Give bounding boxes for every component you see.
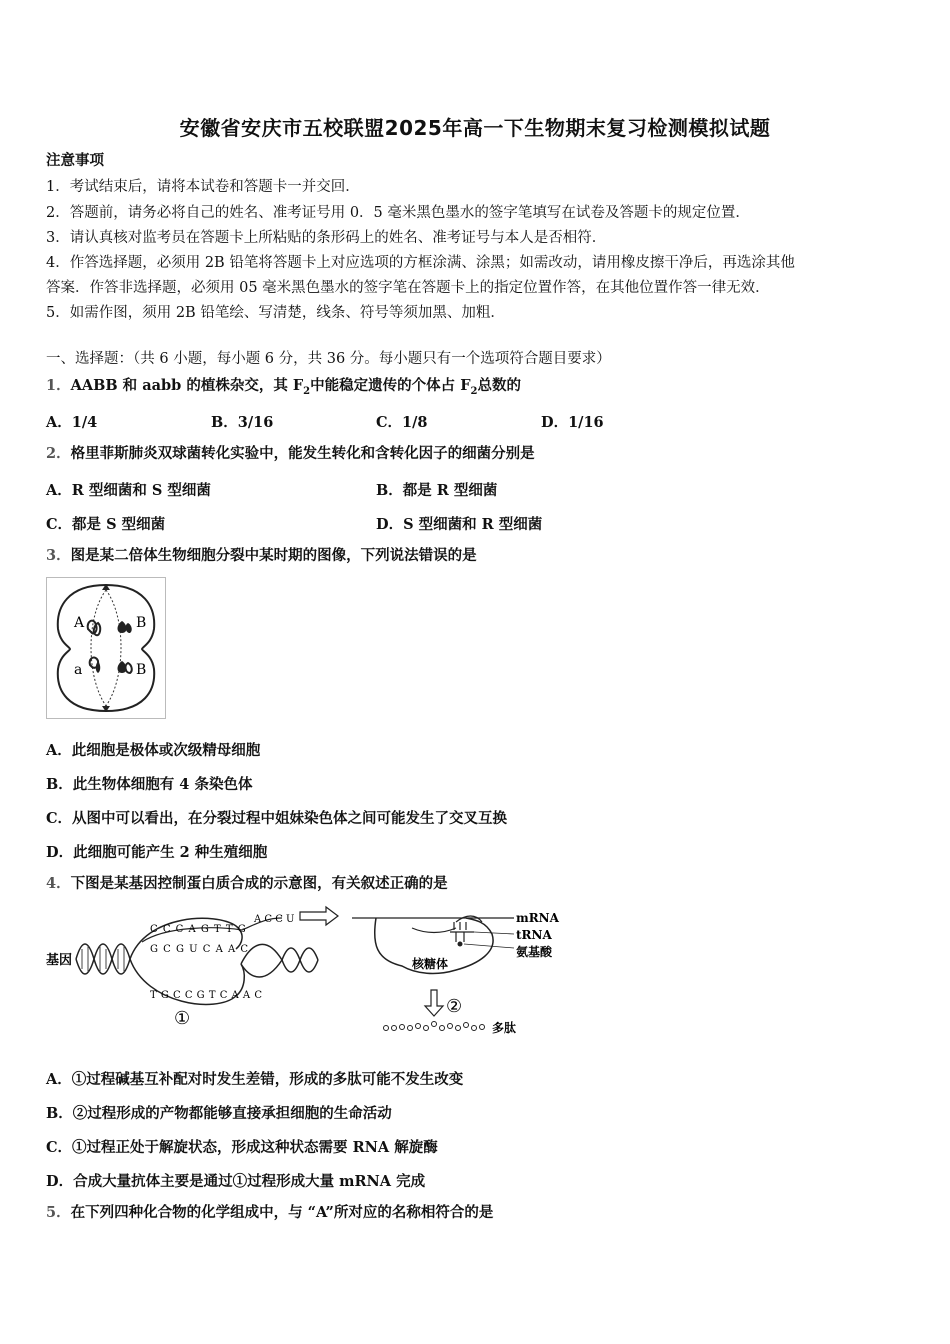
notice-item: 3．请认真核对监考员在答题卡上所粘贴的条形码上的姓名、准考证号与本人是否相符． <box>46 230 607 246</box>
question-4-stem <box>46 875 448 893</box>
option-b: B．②过程形成的产物都能够直接承担细胞的生命活动 <box>46 1105 392 1122</box>
step-2-marker: ② <box>446 996 463 1017</box>
option-a: A．R 型细菌和 S 型细菌 <box>46 482 211 499</box>
question-number: 4． <box>46 875 71 892</box>
protein-synthesis-figure <box>46 904 566 1040</box>
notice-heading: 注意事项 <box>46 152 104 169</box>
notice-item: 答案．作答非选择题，必须用 05 毫米黑色墨水的签字笔在答题卡上的指定位置作答，在其他位置作答一律无效． <box>46 280 770 296</box>
right-arrow-icon <box>300 907 338 925</box>
down-arrow-icon <box>425 990 443 1016</box>
subscript: 2 <box>470 385 478 397</box>
polypeptide-label: 多肽 <box>492 1021 517 1035</box>
ribosome-label: 核糖体 <box>412 957 449 971</box>
stem-text: 图是某二倍体生物细胞分裂中某时期的图像，下列说法错误的是 <box>70 547 477 564</box>
option-d: D．合成大量抗体主要是通过①过程形成大量 mRNA 完成 <box>46 1173 426 1190</box>
amino-acid-label: 氨基酸 <box>516 945 553 959</box>
notice-item: 5．如需作图，须用 2B 铅笔绘、写清楚，线条、符号等须加黑、加粗． <box>46 305 505 321</box>
gene-label: 基因 <box>46 953 73 968</box>
question-5-stem <box>46 1204 493 1222</box>
option-c: C．从图中可以看出，在分裂过程中姐妹染色体之间可能发生了交叉互换 <box>46 810 508 827</box>
step-1-marker: ① <box>174 1008 191 1029</box>
notice-item: 4．作答选择题，必须用 2B 铅笔将答题卡上对应选项的方框涂满、涂黑；如需改动，请用橡皮擦干净后，再选涂其他 <box>46 255 795 271</box>
option-d: D．此细胞可能产生 2 种生殖细胞 <box>46 844 268 861</box>
option-c: C．都是 S 型细菌 <box>46 516 166 533</box>
page-title: 安徽省安庆市五校联盟2025年高一下生物期末复习检测模拟试题 <box>179 116 771 140</box>
notice-item: 1．考试结束后，请将本试卷和答题卡一并交回． <box>46 179 360 195</box>
question-number: 1． <box>46 377 71 394</box>
label-A: A <box>74 615 85 631</box>
question-2-stem <box>46 445 535 463</box>
label-B: B <box>136 662 147 678</box>
option-a: A．①过程碱基互补配对时发生差错，形成的多肽可能不发生改变 <box>46 1071 464 1088</box>
dna-bottom-sequence: T G C C G T C A A C <box>150 990 263 1001</box>
option-d: D．1/16 <box>541 414 604 431</box>
stem-part: 中能稳定遗传的个体占 F <box>310 377 471 394</box>
question-number: 3． <box>46 547 71 564</box>
cell-division-figure <box>46 577 166 719</box>
section-heading: 一、选择题：（共 6 小题，每小题 6 分，共 36 分。每小题只有一个选项符合题目要求） <box>46 351 611 367</box>
label-a: a <box>74 662 83 678</box>
option-c: C．1/8 <box>376 414 428 431</box>
option-d: D．S 型细菌和 R 型细菌 <box>376 516 543 533</box>
option-b: B．都是 R 型细菌 <box>376 482 498 499</box>
option-c: C．①过程正处于解旋状态，形成这种状态需要 RNA 解旋酶 <box>46 1139 438 1156</box>
stem-text: 格里菲斯肺炎双球菌转化实验中，能发生转化和含转化因子的细菌分别是 <box>70 445 535 462</box>
stem-part: 总数的 <box>477 377 521 394</box>
label-B: B <box>136 615 147 631</box>
stem-text: 在下列四种化合物的化学组成中，与 “A”所对应的名称相符合的是 <box>70 1204 494 1221</box>
dna-top-sequence: C C C A G T T G <box>150 924 247 935</box>
option-a: A．此细胞是极体或次级精母细胞 <box>46 742 261 759</box>
option-a: A．1/4 <box>46 414 98 431</box>
mrna-label: mRNA <box>516 911 559 925</box>
mrna-tail-sequence: A C C U <box>254 914 295 925</box>
subscript: 2 <box>303 385 311 397</box>
trna-label: tRNA <box>516 928 552 942</box>
question-3-stem <box>46 547 477 565</box>
stem-part: AABB 和 aabb 的植株杂交，其 F <box>70 377 304 394</box>
option-b: B．3/16 <box>211 414 274 431</box>
question-number: 5． <box>46 1204 71 1221</box>
option-b: B．此生物体细胞有 4 条染色体 <box>46 776 253 793</box>
question-1-stem <box>46 377 521 401</box>
question-number: 2． <box>46 445 71 462</box>
mrna-sequence: G C G U C A A C <box>150 944 250 955</box>
notice-item: 2．答题前，请务必将自己的姓名、准考证号用 0．5 毫米黑色墨水的签字笔填写在试卷及答题卡的规定位置． <box>46 205 750 221</box>
stem-text: 下图是某基因控制蛋白质合成的示意图，有关叙述正确的是 <box>70 875 448 892</box>
